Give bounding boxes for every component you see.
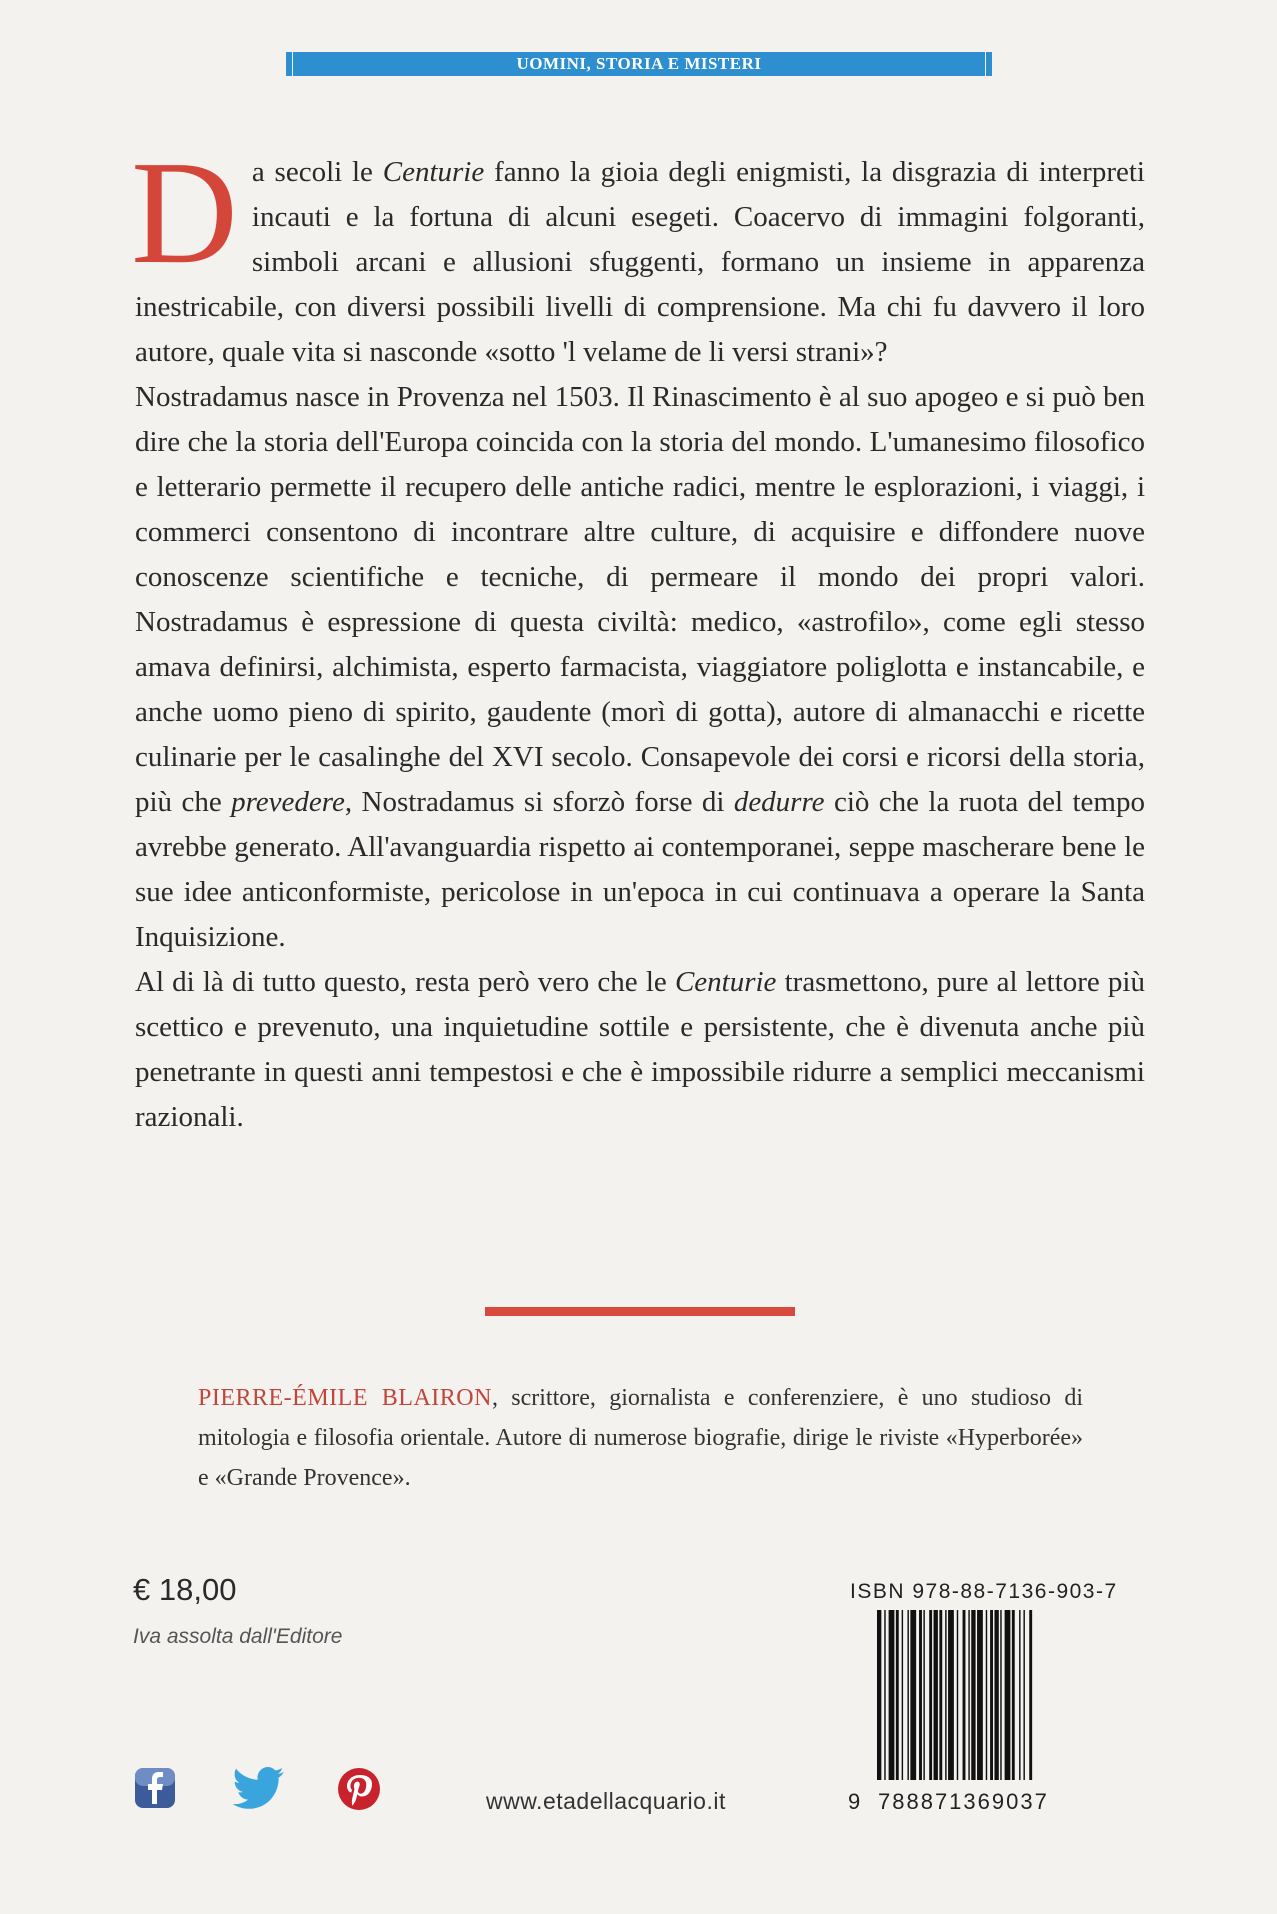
- twitter-icon[interactable]: [230, 1766, 286, 1812]
- barcode-first-digit: 9: [848, 1789, 863, 1814]
- publisher-website[interactable]: www.etadellacquario.it: [486, 1788, 726, 1814]
- author-bio-text: , scrittore, giornalista e conferenziere, è uno studioso di mitologia e filosofia orientale. Autore di numerose biografie, dirige le riviste «Hyperborée» e «Grande Provence».: [198, 1385, 1083, 1491]
- divider-rule: [485, 1307, 795, 1316]
- blurb: [131, 131, 1145, 1140]
- text-run: ciò che la ruota del tempo avrebbe generato. All'avanguardia rispetto ai contemporanei, seppe mascherare bene le sue idee anticonformiste, pericolose in un'epoca in cui continuava a operare la Santa Inquisizione.: [135, 786, 1145, 953]
- blurb-paragraph-3: [135, 960, 1145, 1140]
- italic-word: dedurre: [733, 786, 825, 818]
- series-title-band: [293, 52, 985, 76]
- author-name: PIERRE-ÉMILE BLAIRON: [198, 1385, 492, 1411]
- vat-note: Iva assolta dall'Editore: [133, 1625, 343, 1648]
- text-run: a secoli le: [251, 156, 383, 188]
- text-run: , Nostradamus si sforzò forse di: [344, 786, 734, 818]
- series-title: UOMINI, STORIA E MISTERI: [516, 54, 762, 73]
- italic-title: Centurie: [382, 156, 485, 188]
- barcode-digits: [848, 1789, 1138, 1815]
- blurb-paragraph-2: [135, 375, 1145, 960]
- isbn: ISBN 978-88-7136-903-7: [850, 1580, 1118, 1603]
- barcode-digit-group: 788871369037: [878, 1789, 1049, 1814]
- text-run: fanno la gioia degli enigmisti, la disgrazia di interpreti incauti e la fortuna di alcuni esegeti. Coacervo di immagini folgoranti, simboli arcani e allusioni sfuggenti, formano un insieme in apparenza inestricabile, con diversi possibili livelli di comprensione. Ma chi fu davvero il loro autore, quale vita si nasconde «sotto 'l velame de li versi strani»?: [135, 156, 1145, 368]
- drop-cap: D: [131, 131, 238, 295]
- text-run: Nostradamus nasce in Provenza nel 1503. Il Rinascimento è al suo apogeo e si può ben dire che la storia dell'Europa coincida con la storia del mondo. L'umanesimo filosofico e letterario permette il recupero delle antiche radici, mentre le esplorazioni, i viaggi, i commerci consentono di incontrare altre culture, di acquisire e diffondere nuove conoscenze scientifiche e tecniche, di permeare il mondo dei propri valori. Nostradamus è espressione di questa civiltà: medico, «astrofilo», come egli stesso amava definirsi, alchimista, esperto farmacista, viaggiatore poliglotta e instancabile, e anche uomo pieno di spirito, gaudente (morì di gotta), autore di almanacchi e ricette culinarie per le casalinghe del XVI secolo. Consapevole dei corsi e ricorsi della storia, più che: [135, 381, 1145, 818]
- text-run: Al di là di tutto questo, resta però vero che le: [135, 966, 675, 998]
- blurb-paragraph-1: [131, 131, 1145, 375]
- pinterest-icon[interactable]: [336, 1766, 382, 1812]
- italic-title: Centurie: [674, 966, 777, 998]
- facebook-icon[interactable]: [133, 1766, 177, 1810]
- italic-word: prevedere: [231, 786, 345, 818]
- barcode: [875, 1610, 1133, 1780]
- text-run: trasmettono, pure al lettore più scettico e prevenuto, una inquietudine sottile e persistente, che è divenuta anche più penetrante in questi anni tempestosi e che è impossibile ridurre a semplici meccanismi razionali.: [135, 966, 1145, 1133]
- author-bio: [198, 1378, 1083, 1498]
- price: € 18,00: [133, 1572, 237, 1607]
